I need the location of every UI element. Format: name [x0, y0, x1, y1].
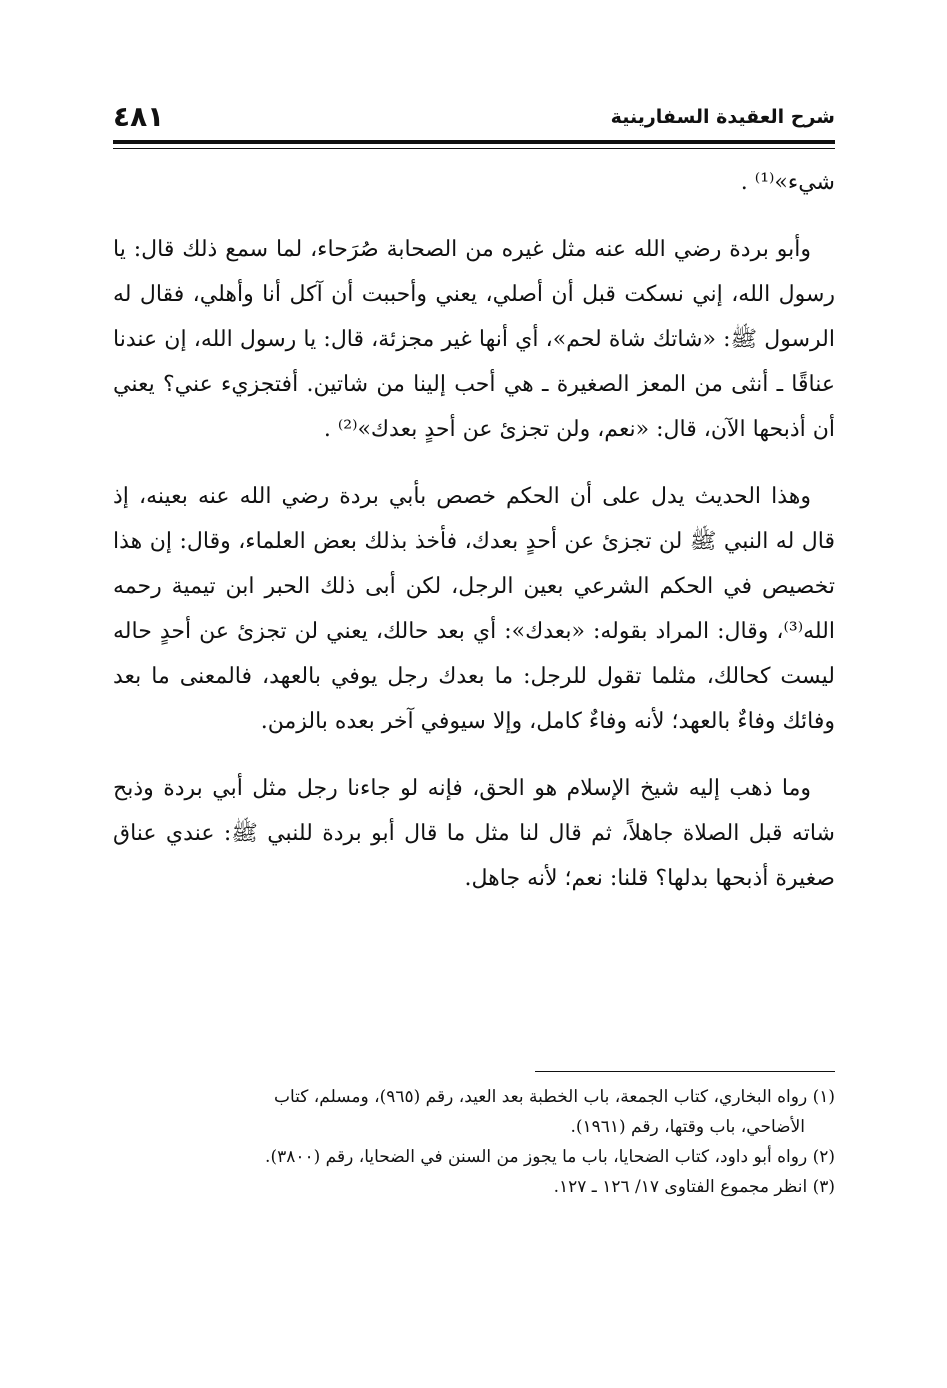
footnote-1: (١) رواه البخاري، كتاب الجمعة، باب الخطبة بعد العيد، رقم (٩٦٥)، ومسلم، كتاب [273, 1087, 835, 1107]
footnote-separator [535, 1071, 835, 1072]
main-text [113, 160, 835, 901]
footnote-2: (٢) رواه أبو داود، كتاب الضحايا، باب ما يجوز من السنن في الضحايا، رقم (٣٨٠٠). [265, 1147, 835, 1167]
paragraph: وما ذهب إليه شيخ الإسلام هو الحق، فإنه لو جاءنا رجل مثل أبي بردة وذبح شاته قبل الصلاة جاهلاً، ثم قال لنا مثل ما قال أبو بردة للنبي ﷺ: عندي عناق صغيرة أذبحها بدلها؟ قلنا: نعم؛ لأنه جاهل. [113, 776, 835, 891]
book-title: شرح العقيدة السفارينية [610, 106, 835, 128]
footnotes [113, 1082, 835, 1202]
footnote-3: (٣) انظر مجموع الفتاوى ١٧/ ١٢٦ ـ ١٢٧. [553, 1177, 835, 1197]
footnote-1-continuation: الأضاحي، باب وقتها، رقم (١٩٦١). [570, 1117, 805, 1137]
paragraph: وأبو بردة رضي الله عنه مثل غيره من الصحابة صُرَحاء، لما سمع ذلك قال: يا رسول الله، إني نسكت قبل أن أصلي، يعني وأحببت أن آكل أنا وأهلي، فقال له الرسول ﷺ: «شاتك شاة لحم»، أي أنها غير مجزئة، قال: يا رسول الله، إن عندنا عناقًا ـ أنثى من المعز الصغيرة ـ هي أحب إلينا من شاتين. أفتجزيء عني؟ يعني أن أذبحها الآن، قال: «نعم، ولن تجزئ عن أحدٍ بعدك»⁽²⁾ . [113, 237, 835, 442]
paragraph: وهذا الحديث يدل على أن الحكم خصص بأبي بردة رضي الله عنه بعينه، إذ قال له النبي ﷺ لن تجزئ عن أحدٍ بعدك، فأخذ بذلك بعض العلماء، وقال: إن هذا تخصيص في الحكم الشرعي بعين الرجل، لكن أبى ذلك الحبر ابن تيمية رحمه الله⁽³⁾، وقال: المراد بقوله: «بعدك»: أي بعد حالك، يعني لن تجزئ عن أحدٍ حاله ليست كحالك، مثلما تقول للرجل: ما بعدك رجل يوفي بالعهد، فالمعنى ما بعد وفائك وفاءٌ بالعهد؛ لأنه وفاءٌ كامل، وإلا سيوفي آخر بعده بالزمن. [113, 484, 835, 734]
running-header [113, 100, 835, 140]
paragraph-continuation: شيء»⁽¹⁾ . [740, 170, 835, 195]
header-rule-thin [113, 148, 835, 149]
header-rule [113, 140, 835, 144]
page-number: ٤٨١ [113, 100, 165, 133]
